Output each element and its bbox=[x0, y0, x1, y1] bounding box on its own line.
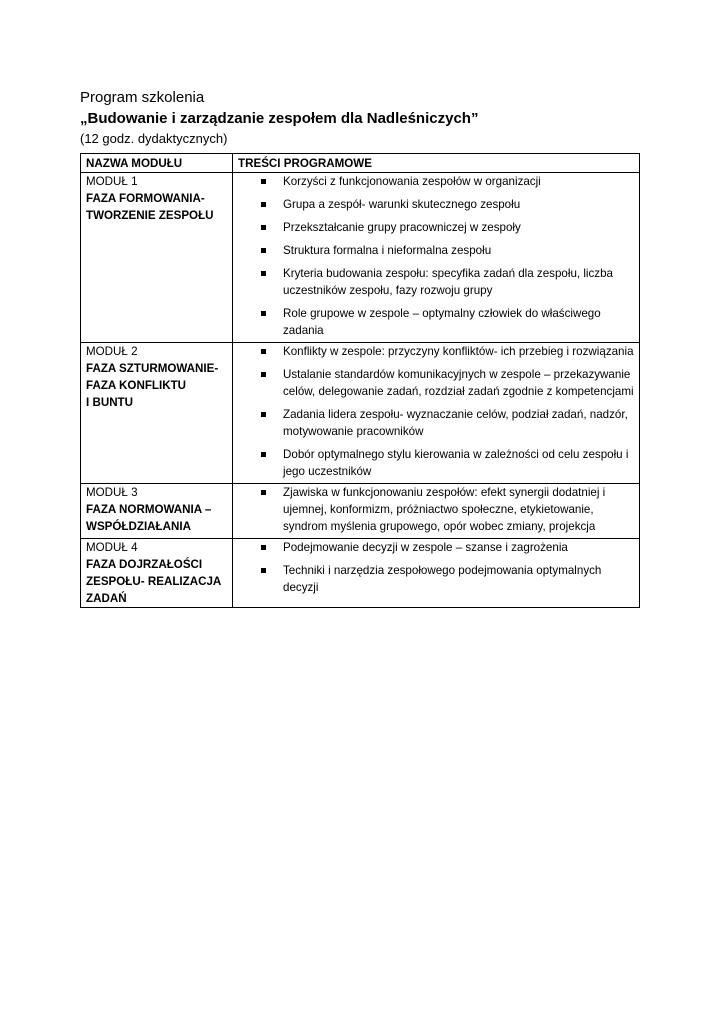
topic-text: Podejmowanie decyzji w zespole – szanse i zagrożenia bbox=[283, 541, 568, 554]
topic-text: Ustalanie standardów komunikacyjnych w zespole – przekazywanie celów, delegowanie zadań, rozdział zadań zgodnie z kompetencjami bbox=[283, 368, 634, 398]
module-cell bbox=[81, 173, 233, 343]
module-cell bbox=[81, 343, 233, 484]
document-hours: (12 godz. dydaktycznych) bbox=[80, 131, 228, 146]
list-item bbox=[238, 219, 635, 236]
topic-list bbox=[238, 343, 635, 483]
list-item bbox=[238, 446, 635, 480]
table-row bbox=[81, 343, 640, 484]
module-number: MODUŁ 1 bbox=[86, 175, 138, 188]
list-item bbox=[238, 242, 635, 259]
topic-list bbox=[238, 539, 635, 599]
table-row bbox=[81, 173, 640, 343]
topics-cell bbox=[233, 484, 640, 539]
topic-text: Role grupowe w zespole – optymalny człowiek do właściwego zadania bbox=[283, 307, 601, 337]
topic-text: Techniki i narzędzia zespołowego podejmowania optymalnych decyzji bbox=[283, 564, 602, 594]
table-row bbox=[81, 484, 640, 539]
list-item bbox=[238, 484, 635, 535]
document-title: „Budowanie i zarządzanie zespołem dla Nadleśniczych” bbox=[80, 110, 479, 127]
square-bullet-icon bbox=[261, 568, 266, 573]
module-number: MODUŁ 4 bbox=[86, 541, 138, 554]
list-item bbox=[238, 366, 635, 400]
topic-text: Zadania lidera zespołu- wyznaczanie celów, podział zadań, nadzór, motywowanie pracowników bbox=[283, 408, 628, 438]
document-heading: Program szkolenia bbox=[80, 89, 205, 106]
topic-text: Korzyści z funkcjonowania zespołów w organizacji bbox=[283, 175, 541, 188]
topic-text: Dobór optymalnego stylu kierowania w zależności od celu zespołu i jego uczestników bbox=[283, 448, 629, 478]
square-bullet-icon bbox=[261, 349, 266, 354]
square-bullet-icon bbox=[261, 271, 266, 276]
module-cell bbox=[81, 484, 233, 539]
column-header-program-content: TREŚCI PROGRAMOWE bbox=[233, 154, 640, 173]
square-bullet-icon bbox=[261, 545, 266, 550]
module-name: FAZA DOJRZAŁOŚCI ZESPOŁU- REALIZACJA ZADAŃ bbox=[86, 558, 222, 605]
topics-cell bbox=[233, 539, 640, 608]
square-bullet-icon bbox=[261, 311, 266, 316]
module-name: FAZA NORMOWANIA – WSPÓŁDZIAŁANIA bbox=[86, 503, 212, 533]
list-item bbox=[238, 196, 635, 213]
table-row bbox=[81, 539, 640, 608]
document-page bbox=[80, 88, 640, 608]
square-bullet-icon bbox=[261, 179, 266, 184]
list-item bbox=[238, 265, 635, 299]
list-item bbox=[238, 406, 635, 440]
table-header-row bbox=[81, 154, 640, 173]
program-table bbox=[80, 153, 640, 608]
column-header-module-name: NAZWA MODUŁU bbox=[81, 154, 233, 173]
topic-text: Kryteria budowania zespołu: specyfika zadań dla zespołu, liczba uczestników zespołu, fazy rozwoju grupy bbox=[283, 267, 613, 297]
list-item bbox=[238, 173, 635, 190]
module-number: MODUŁ 2 bbox=[86, 345, 138, 358]
square-bullet-icon bbox=[261, 202, 266, 207]
list-item bbox=[238, 305, 635, 339]
module-cell bbox=[81, 539, 233, 608]
square-bullet-icon bbox=[261, 225, 266, 230]
module-number: MODUŁ 3 bbox=[86, 486, 138, 499]
square-bullet-icon bbox=[261, 248, 266, 253]
square-bullet-icon bbox=[261, 490, 266, 495]
topic-text: Konflikty w zespole: przyczyny konfliktów- ich przebieg i rozwiązania bbox=[283, 345, 634, 358]
topics-cell bbox=[233, 343, 640, 484]
module-name: FAZA FORMOWANIA- TWORZENIE ZESPOŁU bbox=[86, 192, 214, 222]
topic-text: Przekształcanie grupy pracowniczej w zespoły bbox=[283, 221, 521, 234]
topic-list bbox=[238, 484, 635, 538]
module-name: FAZA SZTURMOWANIE- FAZA KONFLIKTU I BUNTU bbox=[86, 362, 219, 409]
list-item bbox=[238, 562, 635, 596]
topic-text: Grupa a zespół- warunki skutecznego zespołu bbox=[283, 198, 521, 211]
square-bullet-icon bbox=[261, 452, 266, 457]
list-item bbox=[238, 343, 635, 360]
square-bullet-icon bbox=[261, 372, 266, 377]
list-item bbox=[238, 539, 635, 556]
topic-text: Struktura formalna i nieformalna zespołu bbox=[283, 244, 492, 257]
square-bullet-icon bbox=[261, 412, 266, 417]
topics-cell bbox=[233, 173, 640, 343]
topic-list bbox=[238, 173, 635, 342]
topic-text: Zjawiska w funkcjonowaniu zespołów: efekt synergii dodatniej i ujemnej, konformizm, próżniactwo społeczne, etykietowanie, syndrom myślenia grupowego, opór wobec zmiany, projekcja bbox=[283, 486, 606, 533]
